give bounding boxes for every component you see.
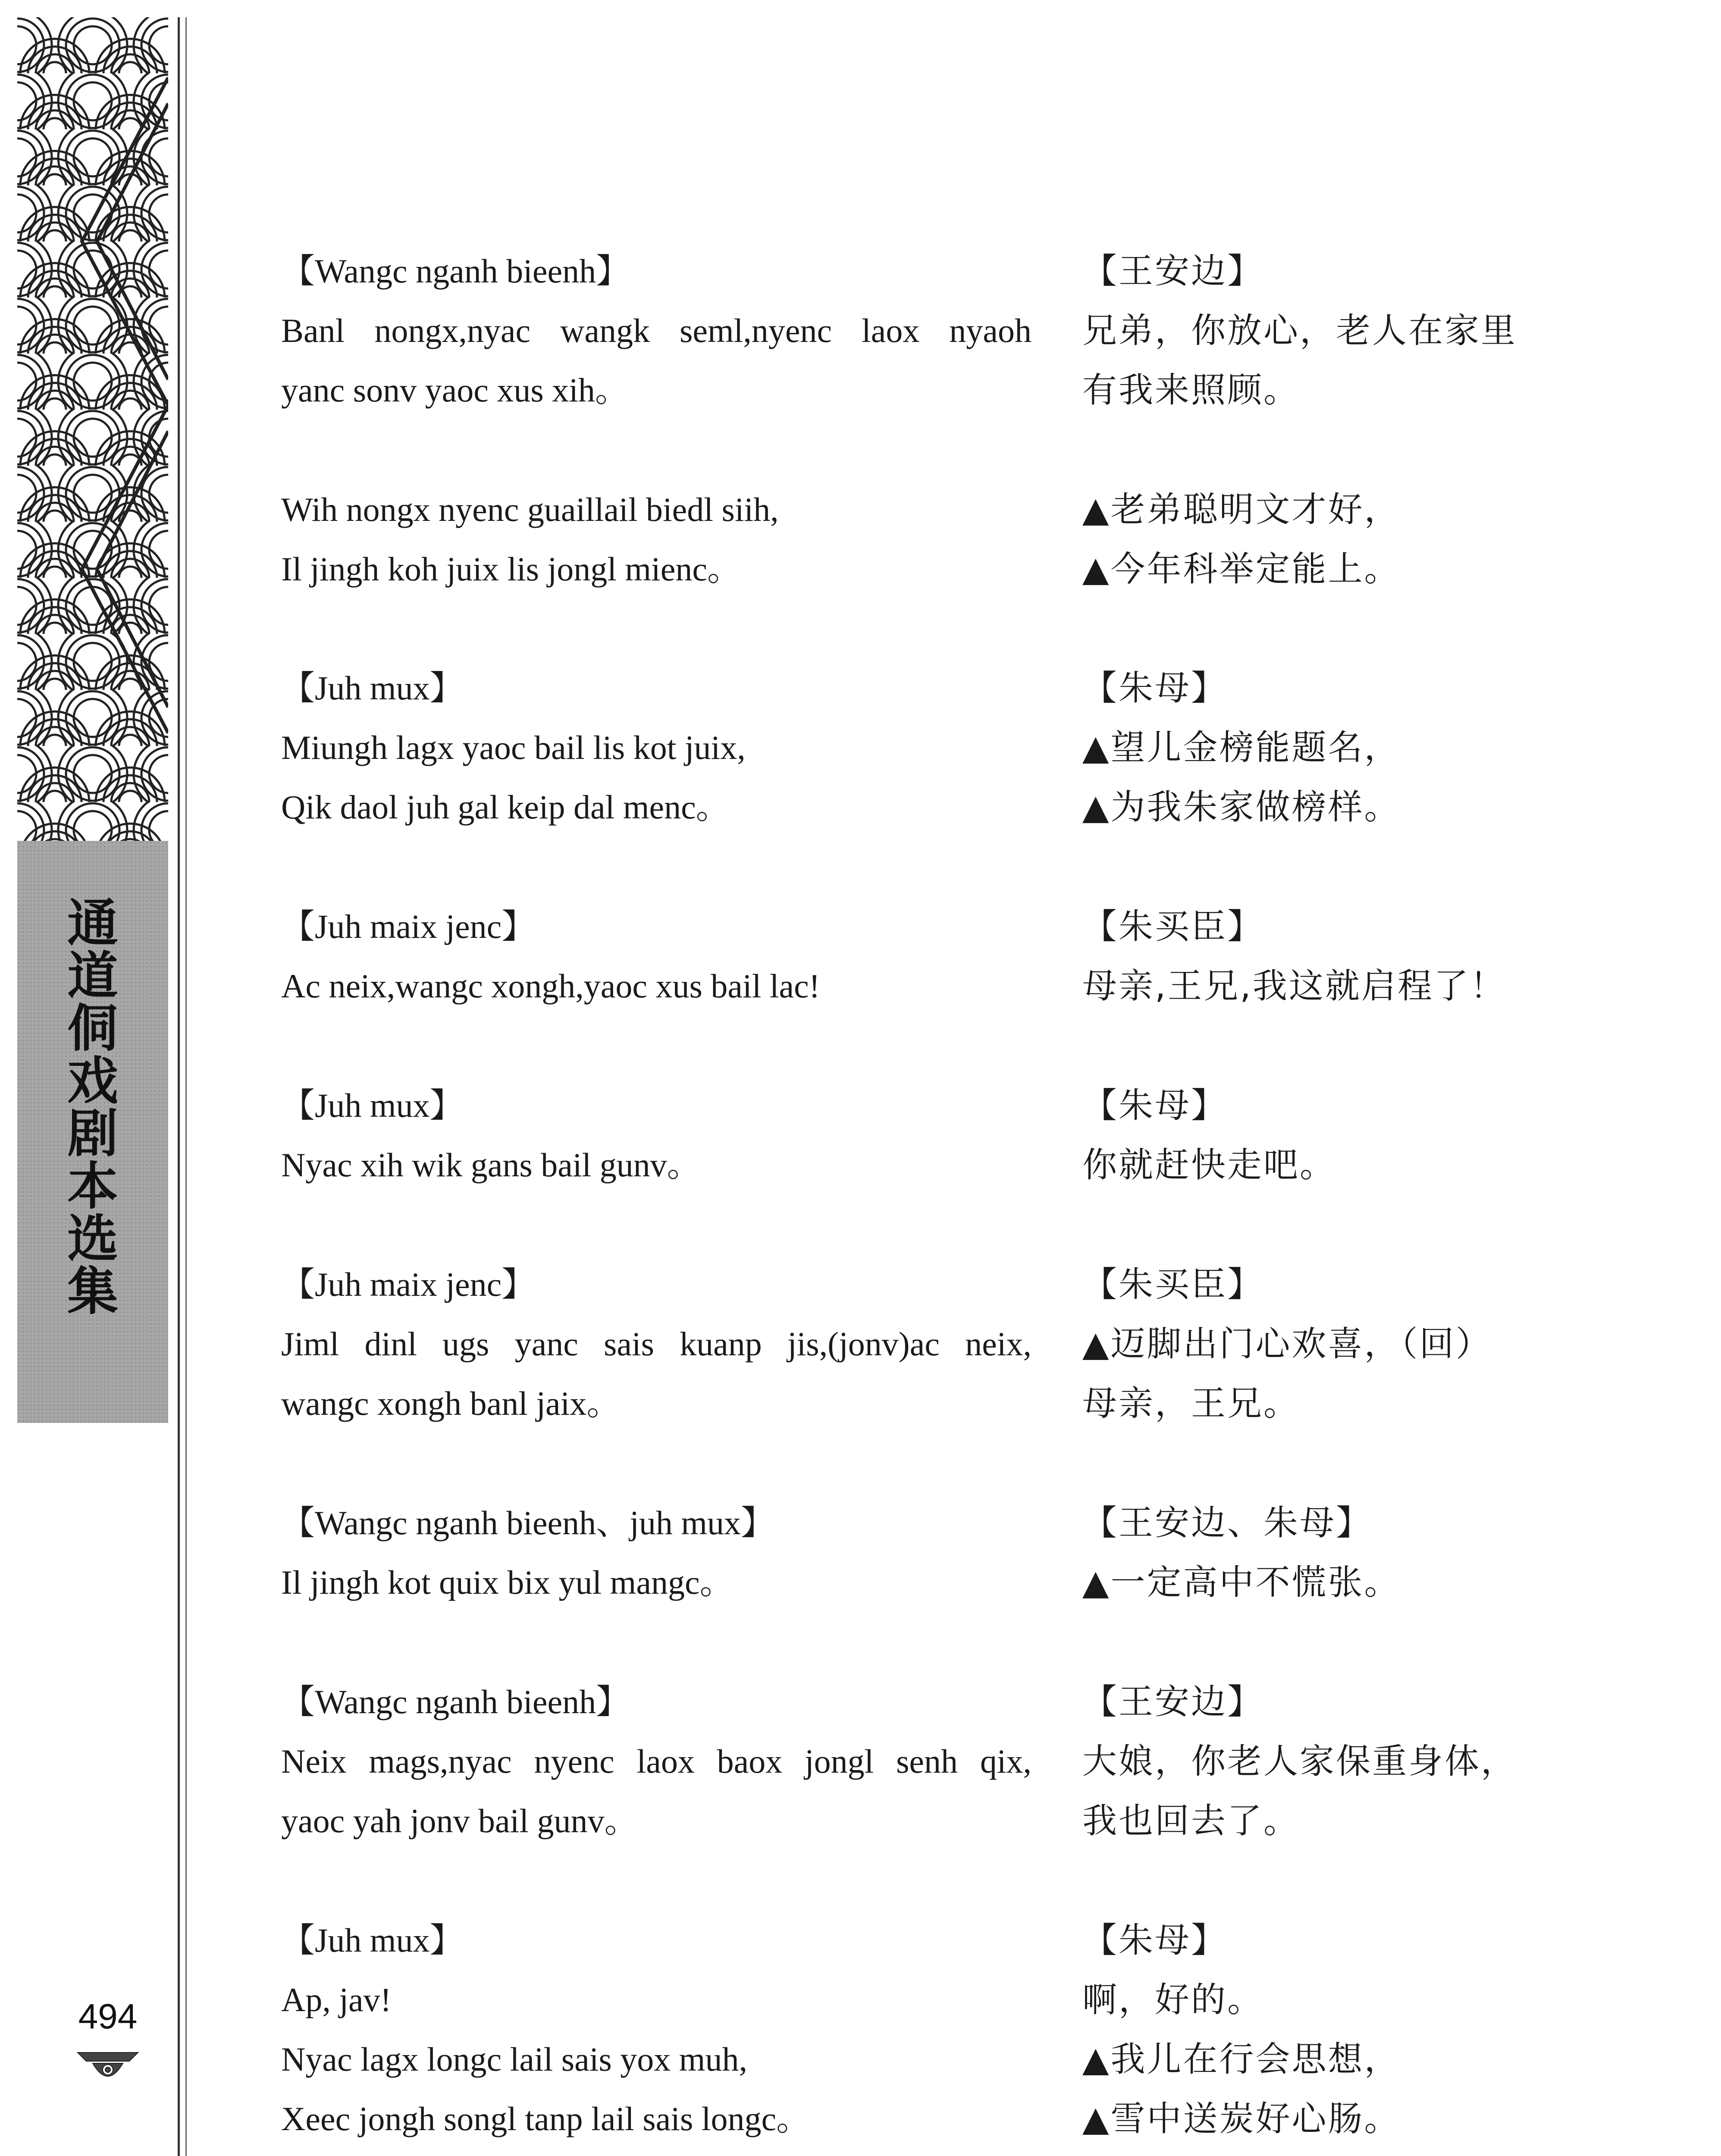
speaker-tag: 【Juh mux】 (281, 669, 464, 707)
dong-line: Miungh lagx yaoc bail lis kot juix, (281, 729, 746, 766)
speaker-tag-zh: 【朱买臣】 (1082, 906, 1263, 946)
speaker-tag: 【Wangc nganh bieenh、juh mux】 (281, 1504, 774, 1542)
dong-line: wangc xongh banl jaix。 (281, 1385, 621, 1422)
chinese-line: ▲雪中送炭好心肠。 (1082, 2099, 1401, 2139)
dong-line: Nyac xih wik gans bail gunv。 (281, 1146, 701, 1184)
chinese-line: 母亲,王兄,我这就启程了！ (1082, 966, 1506, 1006)
speaker-tag-zh: 【朱母】 (1082, 1920, 1227, 1960)
chinese-line: 啊，好的。 (1082, 1980, 1263, 2020)
dong-line: Ap, jav! (281, 1981, 392, 2018)
chinese-line: 大娘，你老人家保重身体， (1082, 1741, 1517, 1781)
title-char: 侗 (67, 998, 118, 1058)
chinese-line: 有我来照顾。 (1082, 370, 1300, 410)
dong-line: Il jingh koh juix lis jongl mienc。 (281, 550, 741, 588)
title-char: 通 (67, 893, 118, 953)
speaker-tag: 【Juh mux】 (281, 1921, 464, 1959)
speaker-tag: 【Wangc nganh bieenh】 (281, 252, 630, 290)
speaker-tag-zh: 【王安边】 (1082, 251, 1263, 291)
dong-line: Xeec jongh songl tanp lail sais longc。 (281, 2100, 810, 2137)
dong-line: Nyac lagx longc lail sais yox muh, (281, 2040, 747, 2078)
chinese-line: 我也回去了。 (1082, 1801, 1300, 1841)
speaker-tag: 【Juh mux】 (281, 1087, 464, 1124)
chinese-line: ▲一定高中不慌张。 (1082, 1562, 1401, 1602)
speaker-tag-zh: 【王安边、朱母】 (1082, 1503, 1372, 1543)
speaker-tag: 【Juh maix jenc】 (281, 1266, 536, 1303)
speaker-tag-zh: 【朱买臣】 (1082, 1264, 1263, 1304)
dong-line: Qik daol juh gal keip dal menc。 (281, 788, 730, 826)
chinese-line: 你就赶快走吧。 (1082, 1145, 1336, 1185)
dong-line: Neix mags,nyac nyenc laox baox jongl senh qix, (281, 1742, 1031, 1780)
title-char: 剧 (67, 1103, 118, 1163)
dong-line: yaoc yah jonv bail gunv。 (281, 1802, 638, 1839)
speaker-tag: 【Wangc nganh bieenh】 (281, 1683, 630, 1720)
speaker-tag: 【Juh maix jenc】 (281, 908, 536, 945)
chinese-line: ▲为我朱家做榜样。 (1082, 787, 1401, 827)
title-char: 道 (67, 946, 118, 1006)
page-number: 494 (78, 1997, 138, 2036)
title-char: 本 (67, 1156, 118, 1216)
speaker-tag-zh: 【王安边】 (1082, 1682, 1263, 1722)
dong-line: Banl nongx,nyac wangk seml,nyenc laox nyaoh (281, 312, 1031, 349)
dong-line: Il jingh kot quix bix yul mangc。 (281, 1564, 734, 1601)
chinese-line: ▲迈脚出门心欢喜，（回） (1082, 1324, 1492, 1364)
chinese-line: 母亲，王兄。 (1082, 1383, 1300, 1423)
chinese-line: ▲老弟聪明文才好， (1082, 489, 1401, 530)
title-char: 集 (67, 1261, 118, 1321)
speaker-tag-zh: 【朱母】 (1082, 1085, 1227, 1125)
dong-line: yanc sonv yaoc xus xih。 (281, 371, 629, 409)
title-char: 选 (67, 1209, 118, 1269)
chinese-line: ▲今年科举定能上。 (1082, 549, 1401, 589)
dong-line: Ac neix,wangc xongh,yaoc xus bail lac! (281, 967, 820, 1005)
dong-line: Jiml dinl ugs yanc sais kuanp jis,(jonv)ac neix, (281, 1325, 1031, 1363)
dong-line: Wih nongx nyenc guaillail biedl siih, (281, 491, 779, 528)
speaker-tag-zh: 【朱母】 (1082, 668, 1227, 708)
chinese-line: ▲望儿金榜能题名， (1082, 727, 1401, 768)
chinese-line: ▲我儿在行会思想， (1082, 2039, 1401, 2079)
chinese-line: 兄弟，你放心，老人在家里 (1082, 310, 1517, 351)
title-char: 戏 (67, 1051, 118, 1111)
